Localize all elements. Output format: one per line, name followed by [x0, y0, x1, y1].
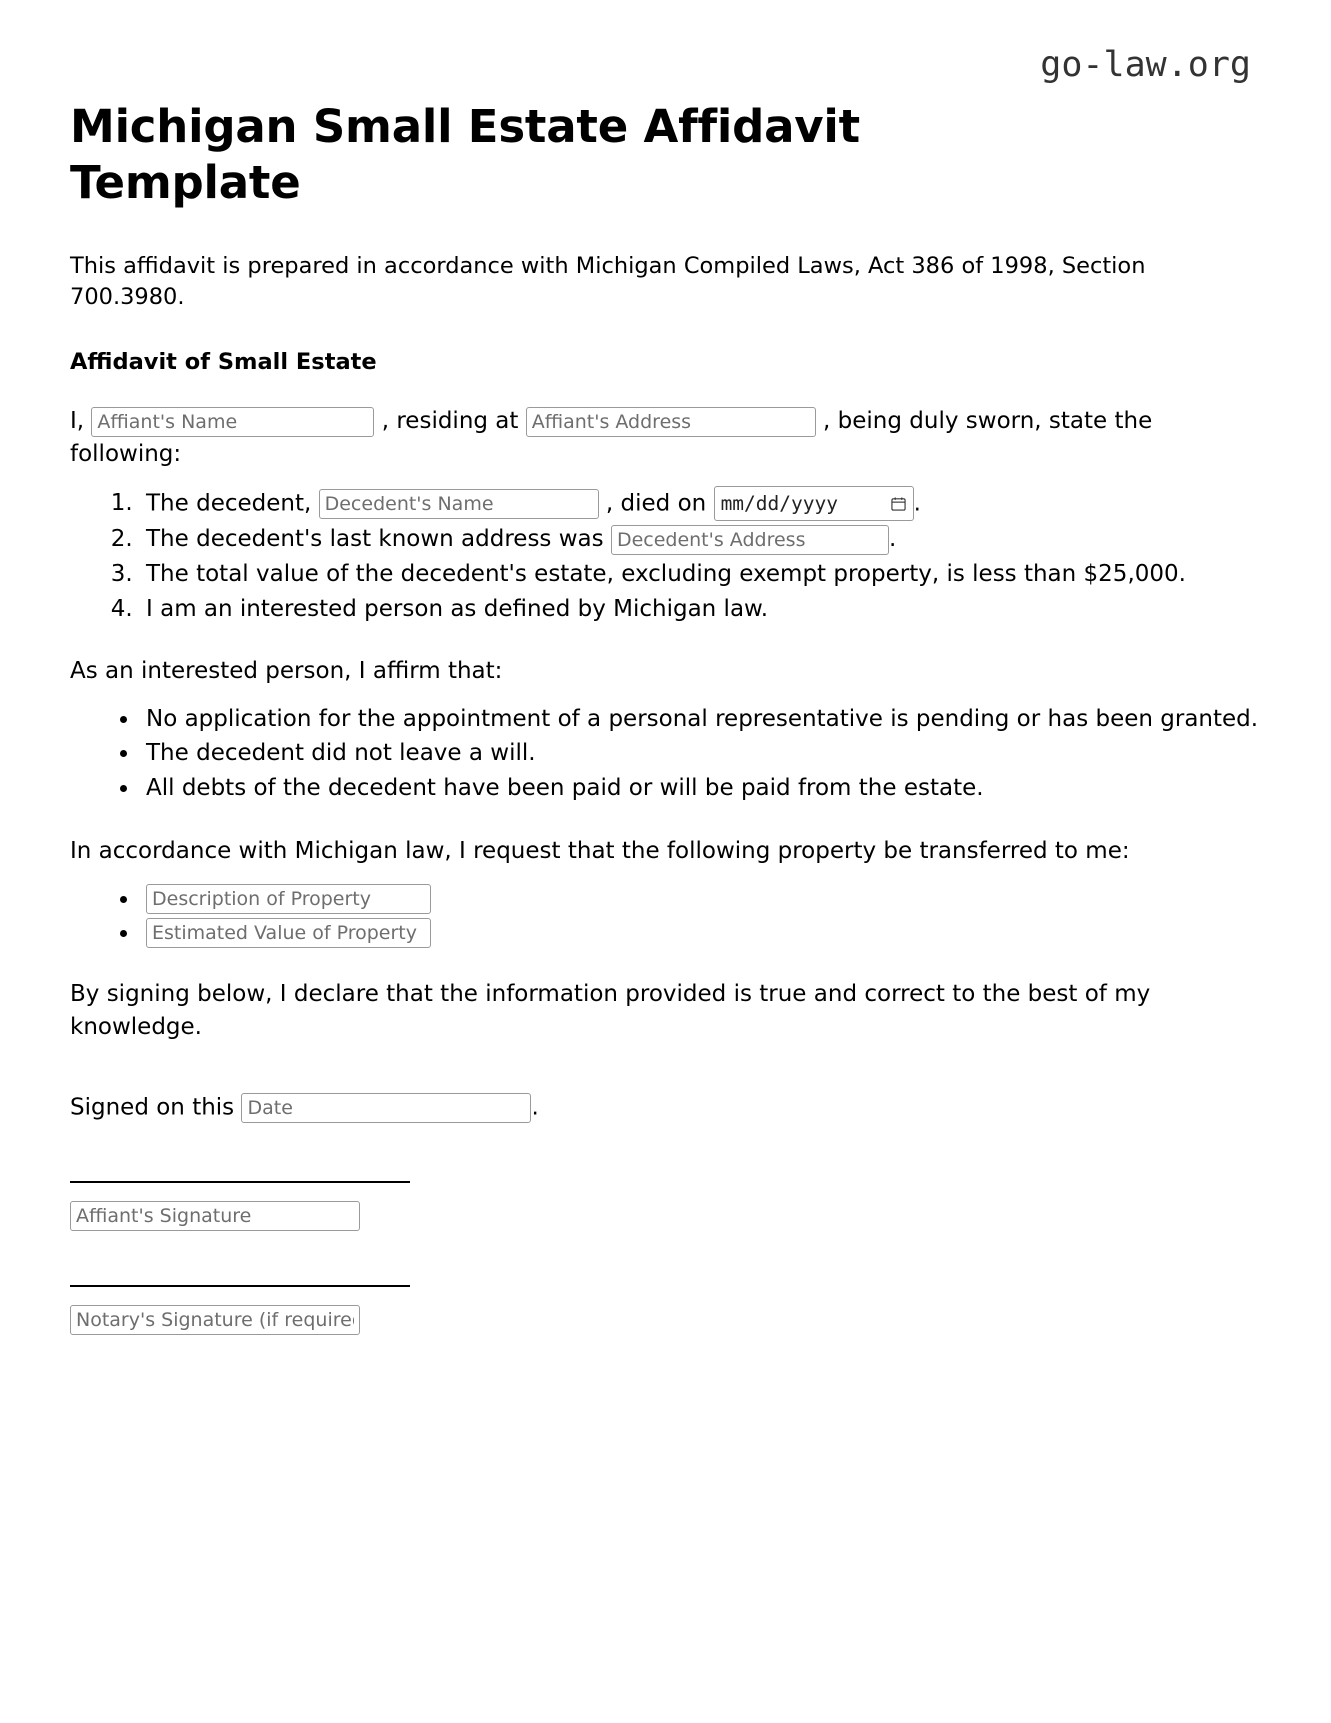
affirmation-list	[70, 703, 1261, 805]
item2-post: .	[888, 526, 897, 553]
list-item	[140, 918, 1261, 948]
statement-part-3: , being duly sworn, state the following:	[70, 408, 1153, 468]
statement-part-1: I,	[70, 408, 85, 435]
request-paragraph: In accordance with Michigan law, I request that the following property be transferred to me:	[70, 837, 1130, 864]
item1-mid: , died on	[605, 490, 707, 517]
site-brand: go-law.org	[1040, 45, 1251, 85]
notary-signature-field	[70, 1305, 1261, 1335]
affiant-name-input[interactable]	[91, 407, 374, 437]
list-item	[140, 523, 1261, 556]
decedent-name-input[interactable]	[319, 489, 599, 519]
section-heading: Affidavit of Small Estate	[70, 349, 377, 376]
affiant-statement	[70, 405, 1200, 472]
affirmation-intro: As an interested person, I affirm that:	[70, 658, 503, 685]
property-value-input[interactable]	[146, 918, 431, 948]
closing-paragraph: By signing below, I declare that the information provided is true and correct to the best of my knowledge.	[70, 981, 1151, 1041]
item1-post: .	[913, 490, 921, 517]
page-title: Michigan Small Estate Affidavit Template	[70, 99, 860, 209]
notary-signature-input[interactable]	[70, 1305, 360, 1335]
calendar-icon[interactable]	[891, 496, 906, 511]
signed-date-row	[70, 1093, 1261, 1123]
affiant-signature-line	[70, 1181, 410, 1183]
notary-signature-line	[70, 1285, 410, 1287]
statement-part-2: , residing at	[381, 408, 519, 435]
date-of-death-input[interactable]	[714, 486, 914, 522]
affiant-signature-input[interactable]	[70, 1201, 360, 1231]
property-description-input[interactable]	[146, 884, 431, 914]
list-item: 3. The total value of the decedent's estate, excluding exempt property, is less than $25,000.	[140, 558, 1261, 591]
affiant-address-input[interactable]	[526, 407, 816, 437]
property-list	[70, 884, 1261, 948]
date-of-death-text: mm/dd/yyyy	[720, 491, 838, 515]
signed-on-label: Signed on this	[70, 1094, 235, 1121]
list-item: • The decedent did not leave a will.	[140, 737, 1261, 770]
declaration-list	[70, 486, 1261, 626]
decedent-address-input[interactable]	[611, 525, 889, 555]
item1-pre: The decedent,	[146, 490, 312, 517]
affiant-signature-field	[70, 1201, 1261, 1231]
signed-on-period: .	[531, 1094, 539, 1121]
item2-pre: The decedent's last known address was	[146, 526, 604, 553]
signed-date-input[interactable]	[241, 1093, 531, 1123]
list-item: • All debts of the decedent have been paid or will be paid from the estate.	[140, 772, 1261, 805]
list-item: • No application for the appointment of a personal representative is pending or has been granted.	[140, 703, 1261, 736]
intro-paragraph: This affidavit is prepared in accordance with Michigan Compiled Laws, Act 386 of 1998, Section 700.3980.	[70, 253, 1146, 311]
list-item	[140, 884, 1261, 914]
list-item	[140, 486, 1261, 522]
list-item: 4. I am an interested person as defined by Michigan law.	[140, 593, 1261, 626]
